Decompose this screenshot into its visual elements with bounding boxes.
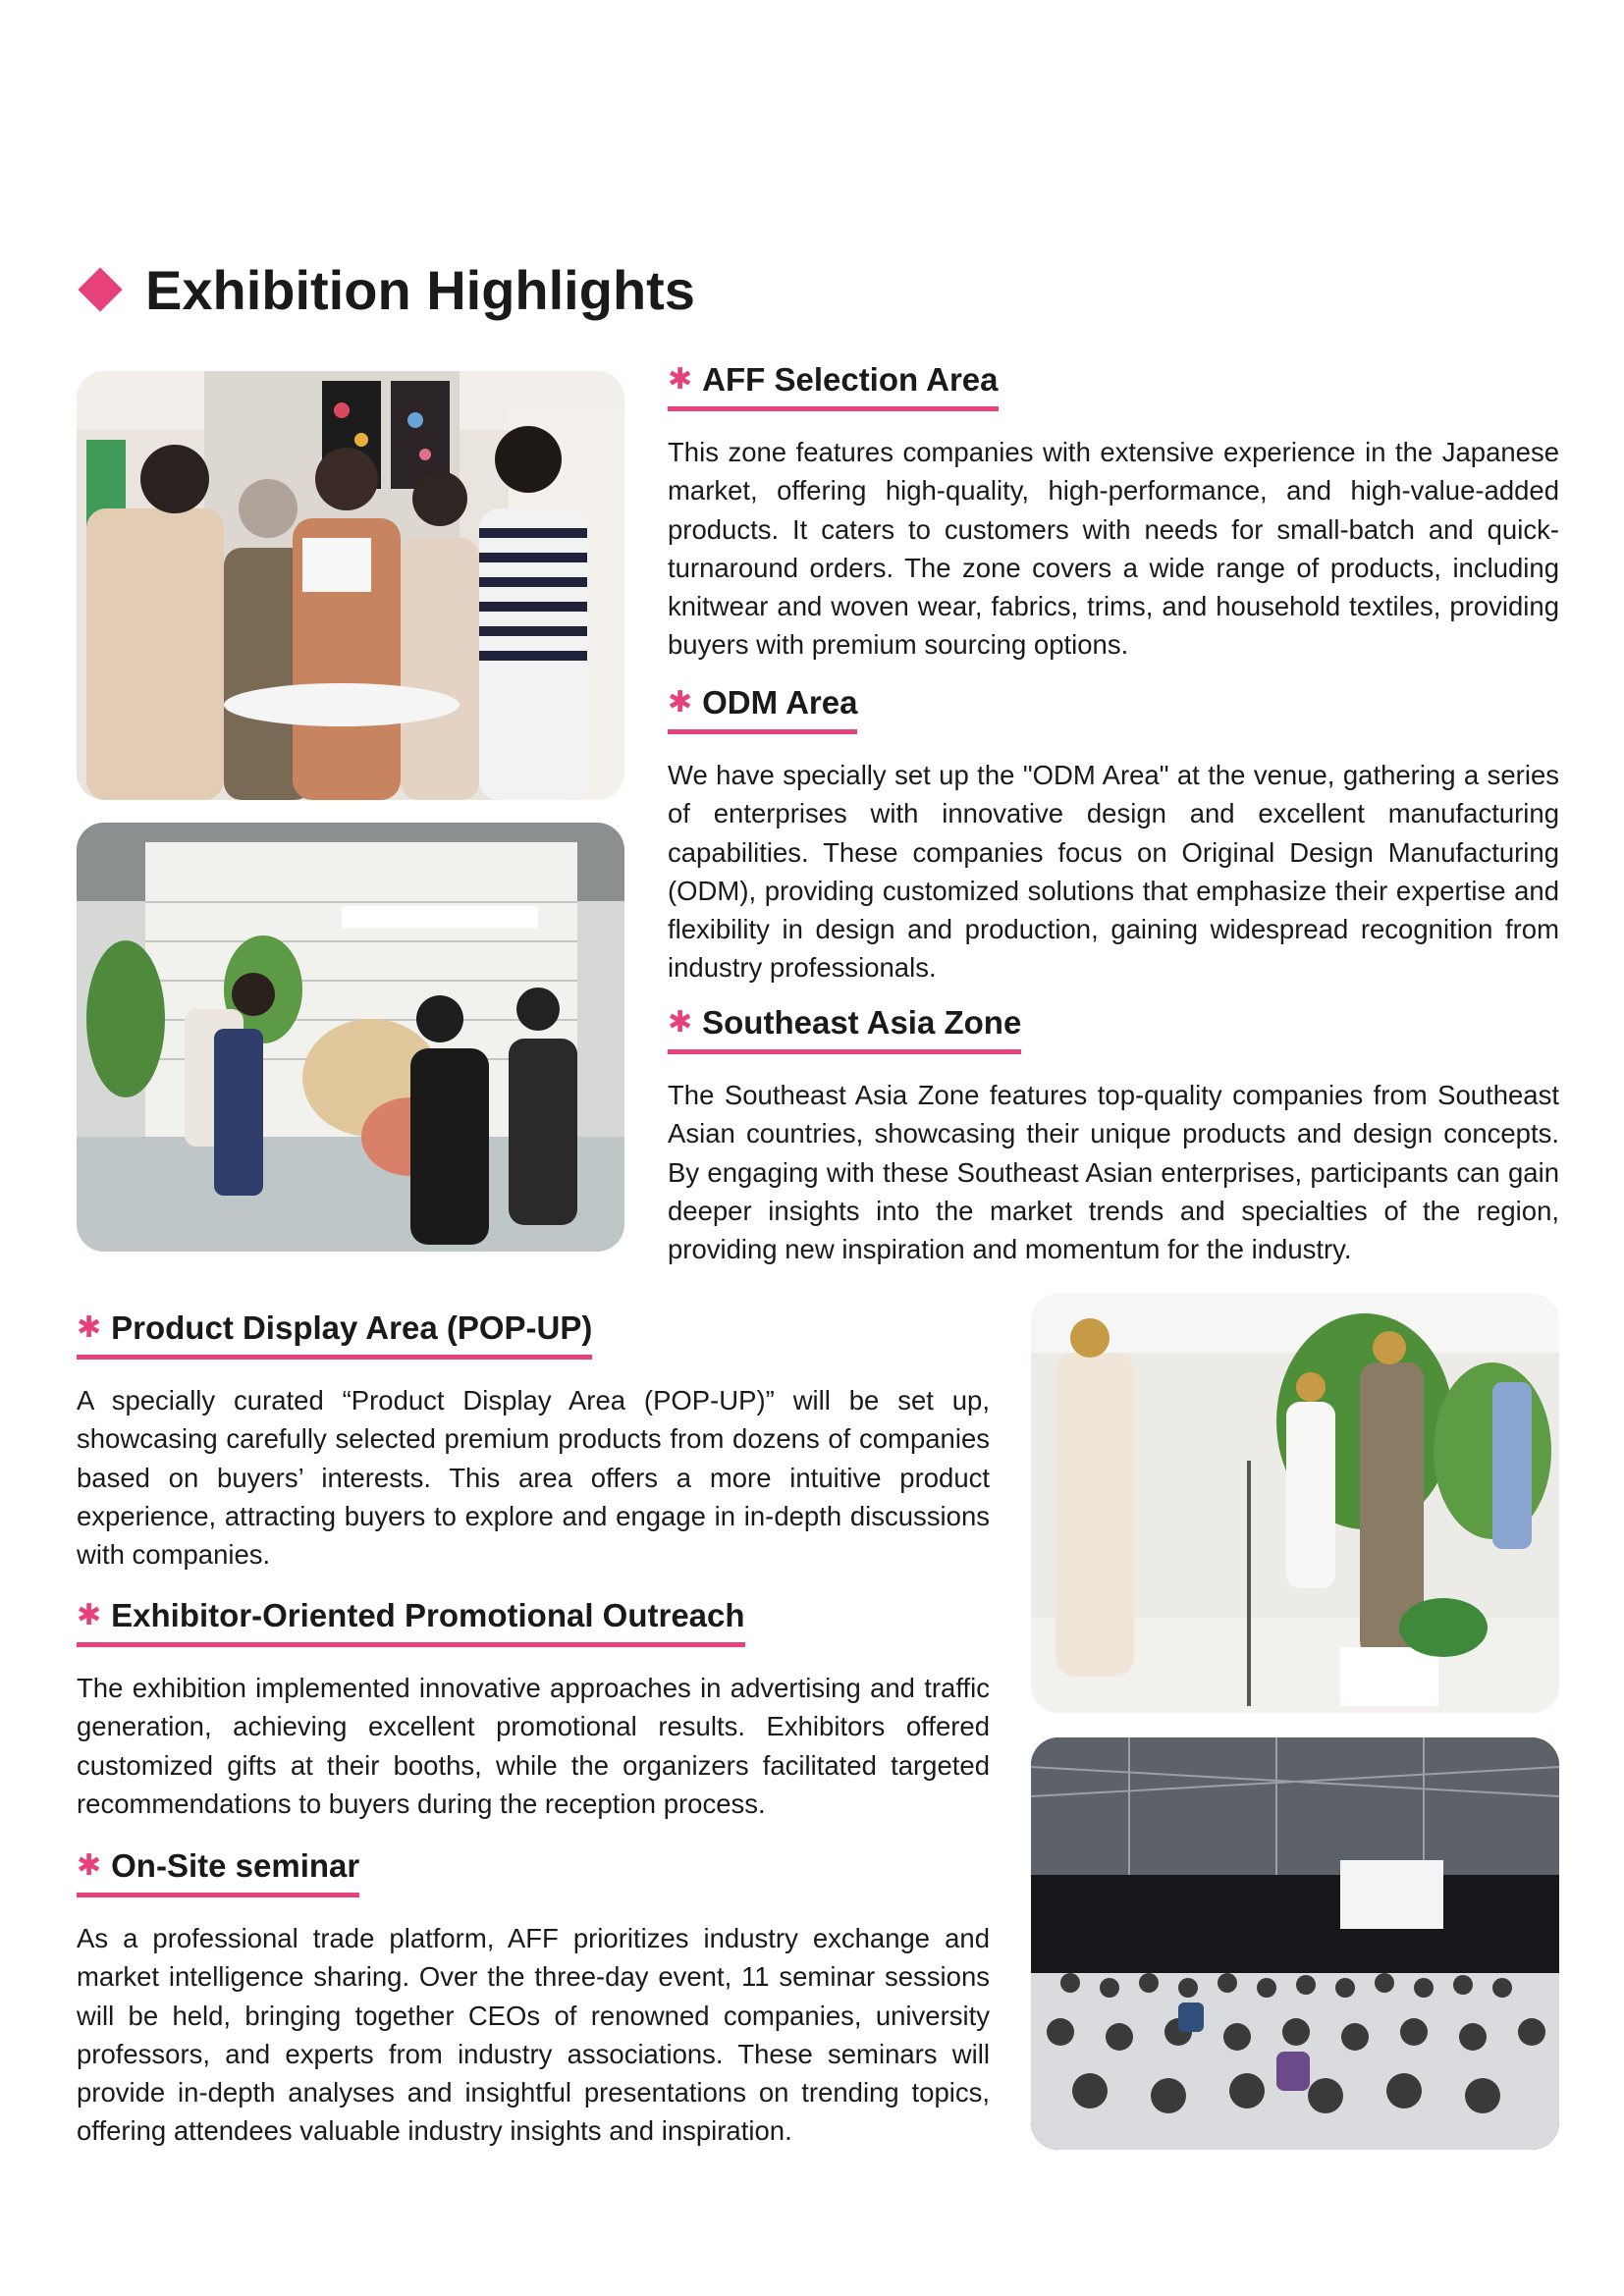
section-body: The Southeast Asia Zone features top-quality companies from Southeast Asian countries, showcasing their unique products and design concepts. By engaging with these Southeast Asian enterprises, participants can gain deeper insights into the market trends and specialties of the region, providing new inspiration and momentum for the industry. (668, 1080, 1559, 1265)
photo-mannequin-display (1031, 1294, 1559, 1713)
section-heading: ✱ On-Site seminar (77, 1847, 359, 1897)
page-title-text: Exhibition Highlights (145, 258, 695, 321)
diamond-icon (78, 267, 122, 311)
section-body: The exhibition implemented innovative approaches in advertising and traffic generation, achieving excellent promotional results. Exhibitors offered customized gifts at their booths, while the organizers facilitated targeted recommendations to buyers during the reception process. (77, 1673, 990, 1819)
section-heading: ✱ AFF Selection Area (668, 361, 999, 411)
section-product-display (77, 1309, 990, 1574)
asterisk-icon: ✱ (668, 686, 693, 719)
page-title (77, 250, 695, 329)
section-aff-selection (668, 361, 1559, 665)
section-heading: ✱ Southeast Asia Zone (668, 1004, 1021, 1054)
photo-buyers-meeting (77, 371, 624, 800)
photo-seminar-hall (1031, 1737, 1559, 2150)
section-body: As a professional trade platform, AFF prioritizes industry exchange and market intelligence sharing. Over the three-day event, 11 seminar sessions will be held, bringing together CEOs of renowned companies, university professors, and experts from industry associations. These seminars will provide in-depth analyses and insightful presentations on trending topics, offering attendees valuable industry insights and inspiration. (77, 1923, 990, 2147)
section-onsite-seminar (77, 1847, 990, 2151)
section-heading: ✱ ODM Area (668, 684, 857, 734)
section-body: We have specially set up the "ODM Area" at the venue, gathering a series of enterprises with innovative design and excellent manufacturing capabilities. These companies focus on Original Design Manufacturing (ODM), providing customized solutions that emphasize their expertise and flexibility in design and production, gaining widespread recognition from industry professionals. (668, 760, 1559, 984)
photo-odm-booth (77, 823, 624, 1252)
section-body: This zone features companies with extensive experience in the Japanese market, offering high-quality, high-performance, and high-value-added products. It caters to customers with needs for small-batch and quick-turnaround orders. The zone covers a wide range of products, including knitwear and woven wear, fabrics, trims, and household textiles, providing buyers with premium sourcing options. (668, 437, 1559, 661)
asterisk-icon: ✱ (77, 1849, 102, 1882)
asterisk-icon: ✱ (668, 363, 693, 396)
section-southeast-asia (668, 1004, 1559, 1268)
section-heading: ✱ Exhibitor-Oriented Promotional Outreach (77, 1597, 745, 1647)
section-body: A specially curated “Product Display Area (POP-UP)” will be set up, showcasing carefully selected premium products from dozens of companies based on buyers’ interests. This area offers a more intuitive product experience, attracting buyers to explore and engage in in-depth discussions with companies. (77, 1385, 990, 1571)
asterisk-icon: ✱ (77, 1599, 102, 1631)
section-promotional-outreach (77, 1597, 990, 1823)
section-odm-area (668, 684, 1559, 988)
section-heading: ✱ Product Display Area (POP-UP) (77, 1309, 592, 1360)
asterisk-icon: ✱ (77, 1311, 102, 1344)
asterisk-icon: ✱ (668, 1006, 693, 1039)
